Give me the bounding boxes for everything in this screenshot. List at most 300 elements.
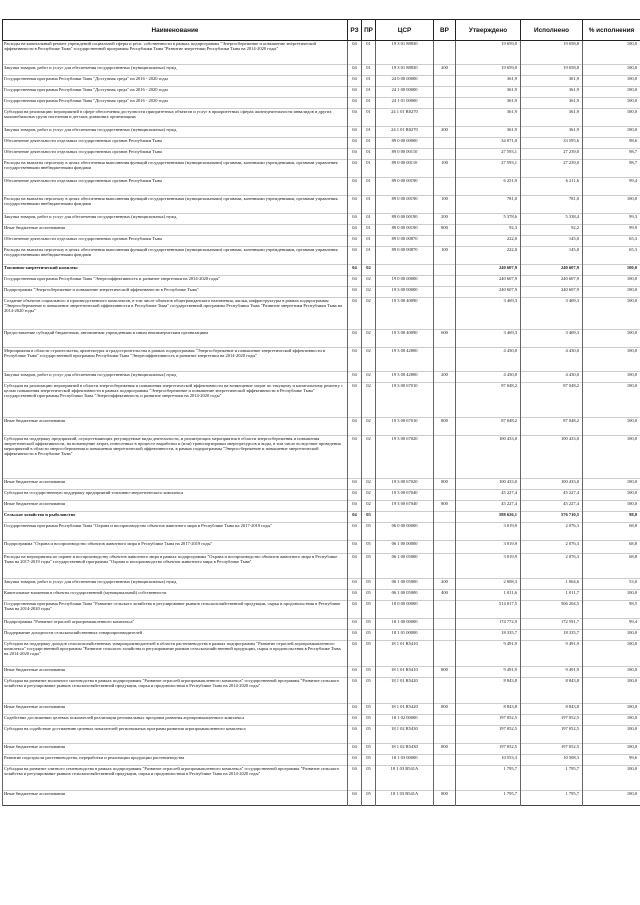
row-name-cell: Подпрограмма "Развитие отраслей агропромышленного комплекса" — [3, 619, 348, 630]
row-pr-cell: 01 — [362, 138, 376, 149]
table-row — [3, 744, 640, 755]
row-done-cell: 5 338,4 — [521, 214, 583, 225]
row-name-cell: Субсидии на поддержку предприятий, осуществляющих регулируемые виды деятельности, и реализующих мероприятия в области энергосбережения и повышения энергетической эффективности, на возмещение затрат, понесенных в процессе выработки и (или) транспортировки энергоресурсов и воды, в том числе вследствие проведения мероприятий в области энергосбережения и повышения энергетической эффективности, в рамках подпрограммы "Энергосбережение и повышение энергетической эффективности в Республике Тыва" — [3, 436, 348, 479]
row-done-cell: 172 591,7 — [521, 619, 583, 630]
row-vr-cell: 200 — [434, 65, 456, 76]
row-done-cell: 8 843,8 — [521, 704, 583, 715]
table-row — [3, 541, 640, 554]
row-pct-cell: 100,0 — [583, 590, 640, 601]
row-vr-cell — [434, 436, 456, 479]
row-pct-cell: 100,0 — [583, 265, 640, 276]
row-done-cell: 197 052,5 — [521, 726, 583, 744]
row-name-cell: Субсидии на поддержку доходов сельскохозяйственных товаропроизводителей в области растениеводства в рамках подпрограммы "Развитие отраслей агропромышленного комплекса" государственной программы "Развитие сельского хозяйства и регулирование рынков сельскохозяйственной продукции, сырья и продовольствия в Республике Тыва на 2014-2020 годы" — [3, 641, 348, 667]
row-pct-cell: 65,3 — [583, 247, 640, 265]
row-rz-cell: 04 — [348, 744, 362, 755]
table-header — [3, 20, 640, 41]
row-done-cell: 361,9 — [521, 127, 583, 138]
row-done-cell: 8 843,8 — [521, 678, 583, 704]
row-vr-cell: 800 — [434, 744, 456, 755]
row-plan-cell: 1 795,7 — [456, 791, 521, 806]
row-done-cell: 361,9 — [521, 98, 583, 109]
row-done-cell: 781,0 — [521, 196, 583, 214]
row-plan-cell: 6 251,9 — [456, 178, 521, 196]
row-rz-cell: 04 — [348, 372, 362, 383]
row-csr-cell: 06 0 00 00000 — [376, 523, 434, 541]
row-rz-cell: 04 — [348, 298, 362, 330]
row-pr-cell: 05 — [362, 541, 376, 554]
row-vr-cell — [434, 490, 456, 501]
row-pr-cell: 01 — [362, 76, 376, 87]
table-body — [3, 41, 640, 806]
row-name-cell: Субсидии на содействие достижению целевых показателей региональных программ развития агропромышленного комплекса — [3, 726, 348, 744]
row-csr-cell: 19 3 00 40090 — [376, 330, 434, 348]
row-vr-cell — [434, 523, 456, 541]
row-csr-cell: 06 1 00 05000 — [376, 590, 434, 601]
row-done-cell: 92,2 — [521, 225, 583, 236]
row-csr-cell: 19 3 00 67010 — [376, 383, 434, 418]
budget-table — [2, 19, 640, 806]
row-rz-cell: 04 — [348, 265, 362, 276]
row-pct-cell: 100,0 — [583, 501, 640, 512]
row-pct-cell: 68,8 — [583, 523, 640, 541]
row-name-cell: Субсидии на реализацию мероприятий в сфере обеспечения доступности приоритетных объектов и услуг в приоритетных сферах жизнедеятельности инвалидов и других маломобильных групп населения и детских домашних организациях — [3, 109, 348, 127]
row-vr-cell: 800 — [434, 704, 456, 715]
row-name-cell: Иные бюджетные ассигнования — [3, 704, 348, 715]
row-vr-cell: 400 — [434, 590, 456, 601]
row-csr-cell: 19 3 00 67020 — [376, 479, 434, 490]
row-rz-cell: 04 — [348, 276, 362, 287]
row-csr-cell: 18 1 02 R5430 — [376, 744, 434, 755]
table-row — [3, 76, 640, 87]
row-rz-cell: 04 — [348, 178, 362, 196]
row-pr-cell: 02 — [362, 276, 376, 287]
row-done-cell: 240 607,9 — [521, 287, 583, 298]
table-row — [3, 87, 640, 98]
row-vr-cell — [434, 715, 456, 726]
row-done-cell: 9 491,9 — [521, 641, 583, 667]
row-pct-cell: 100,0 — [583, 41, 640, 65]
row-rz-cell: 04 — [348, 726, 362, 744]
table-row — [3, 383, 640, 418]
table-row — [3, 479, 640, 490]
row-plan-cell: 588 626,1 — [456, 512, 521, 523]
row-name-cell: Поддержание доходности сельскохозяйственных товаропроизводителей — [3, 630, 348, 641]
row-csr-cell: 18 1 02 00000 — [376, 715, 434, 726]
row-pct-cell: 98,7 — [583, 149, 640, 160]
row-pct-cell: 100,0 — [583, 98, 640, 109]
row-vr-cell — [434, 619, 456, 630]
row-rz-cell: 04 — [348, 109, 362, 127]
row-vr-cell — [434, 641, 456, 667]
table-row — [3, 523, 640, 541]
row-done-cell: 506 204,5 — [521, 601, 583, 619]
row-csr-cell: 18 1 01 R5410 — [376, 641, 434, 667]
row-name-cell: Топливно-энергетический комплекс — [3, 265, 348, 276]
row-plan-cell: 361,9 — [456, 98, 521, 109]
row-vr-cell — [434, 678, 456, 704]
table-row — [3, 755, 640, 766]
row-csr-cell: 24 1 01 R0270 — [376, 127, 434, 138]
row-vr-cell: 800 — [434, 418, 456, 436]
row-done-cell: 361,9 — [521, 109, 583, 127]
row-name-cell: Обеспечение деятельности отдельных государственных органов Республики Тыва — [3, 178, 348, 196]
row-done-cell: 197 052,5 — [521, 715, 583, 726]
row-rz-cell: 04 — [348, 630, 362, 641]
col-pct-header: % исполнения — [583, 20, 640, 41]
row-name-cell: Закупка товаров, работ и услуг для обеспечения государственных (муниципальных) нужд — [3, 214, 348, 225]
row-pct-cell: 100,0 — [583, 348, 640, 372]
row-name-cell: Иные бюджетные ассигнования — [3, 479, 348, 490]
row-done-cell: 4 430,0 — [521, 372, 583, 383]
row-rz-cell: 04 — [348, 41, 362, 65]
table-row — [3, 127, 640, 138]
row-vr-cell: 800 — [434, 667, 456, 678]
row-pr-cell: 05 — [362, 678, 376, 704]
row-vr-cell — [434, 512, 456, 523]
row-done-cell: 2 076,3 — [521, 523, 583, 541]
row-vr-cell — [434, 287, 456, 298]
row-done-cell: 3 469,3 — [521, 330, 583, 348]
row-rz-cell: 04 — [348, 678, 362, 704]
row-vr-cell — [434, 178, 456, 196]
table-row — [3, 619, 640, 630]
table-row — [3, 715, 640, 726]
row-plan-cell: 2 008,3 — [456, 579, 521, 590]
row-vr-cell — [434, 87, 456, 98]
row-csr-cell: 89 0 00 00110 — [376, 149, 434, 160]
row-plan-cell: 197 052,5 — [456, 744, 521, 755]
col-name-header: Наименование — [3, 20, 348, 41]
row-vr-cell — [434, 726, 456, 744]
row-pct-cell: 100,0 — [583, 383, 640, 418]
row-vr-cell — [434, 766, 456, 791]
table-row — [3, 265, 640, 276]
row-vr-cell — [434, 149, 456, 160]
row-done-cell: 1 011,7 — [521, 590, 583, 601]
row-plan-cell: 197 052,5 — [456, 726, 521, 744]
row-done-cell: 6 211,6 — [521, 178, 583, 196]
table-row — [3, 330, 640, 348]
row-pct-cell: 100,0 — [583, 418, 640, 436]
row-name-cell: Закупка товаров, работ и услуг для обеспечения государственных (муниципальных) нужд — [3, 372, 348, 383]
row-pr-cell: 05 — [362, 766, 376, 791]
row-vr-cell: 800 — [434, 479, 456, 490]
row-csr-cell — [376, 265, 434, 276]
row-csr-cell — [376, 512, 434, 523]
row-vr-cell: 100 — [434, 247, 456, 265]
row-done-cell: 18 335,7 — [521, 630, 583, 641]
row-pct-cell: 65,3 — [583, 236, 640, 247]
row-pr-cell: 05 — [362, 630, 376, 641]
row-done-cell: 361,9 — [521, 76, 583, 87]
table-row — [3, 501, 640, 512]
row-csr-cell: 19 0 00 00000 — [376, 276, 434, 287]
row-plan-cell: 8 843,8 — [456, 704, 521, 715]
row-done-cell: 45 227,4 — [521, 490, 583, 501]
table-row — [3, 512, 640, 523]
row-plan-cell: 3 019,9 — [456, 554, 521, 579]
row-pct-cell: 100,0 — [583, 276, 640, 287]
col-csr-header: ЦСР — [376, 20, 434, 41]
row-name-cell: Закупка товаров, работ и услуг для обеспечения государственных (муниципальных) нужд — [3, 65, 348, 76]
row-vr-cell: 800 — [434, 501, 456, 512]
row-pr-cell: 05 — [362, 601, 376, 619]
row-plan-cell: 361,9 — [456, 127, 521, 138]
col-vr-header: ВР — [434, 20, 456, 41]
row-pct-cell: 99,6 — [583, 755, 640, 766]
row-rz-cell: 04 — [348, 76, 362, 87]
row-vr-cell — [434, 755, 456, 766]
table-row — [3, 630, 640, 641]
row-name-cell: Закупка товаров, работ и услуг для обеспечения государственных (муниципальных) нужд — [3, 127, 348, 138]
row-vr-cell — [434, 541, 456, 554]
row-pr-cell: 05 — [362, 704, 376, 715]
row-vr-cell: 200 — [434, 127, 456, 138]
row-rz-cell: 04 — [348, 98, 362, 109]
row-csr-cell: 19 3 00 42800 — [376, 348, 434, 372]
row-rz-cell: 04 — [348, 541, 362, 554]
table-row — [3, 196, 640, 214]
row-rz-cell: 04 — [348, 287, 362, 298]
row-pct-cell: 100,0 — [583, 726, 640, 744]
row-rz-cell: 04 — [348, 479, 362, 490]
row-rz-cell: 04 — [348, 579, 362, 590]
row-csr-cell: 89 0 00 00110 — [376, 160, 434, 178]
row-csr-cell: 89 0 00 00190 — [376, 178, 434, 196]
row-done-cell: 2 076,3 — [521, 541, 583, 554]
row-name-cell: Иные бюджетные ассигнования — [3, 744, 348, 755]
row-pct-cell: 100,0 — [583, 65, 640, 76]
row-done-cell: 4 430,0 — [521, 348, 583, 372]
row-plan-cell: 514 017,5 — [456, 601, 521, 619]
row-done-cell: 1 795,7 — [521, 766, 583, 791]
row-rz-cell: 04 — [348, 214, 362, 225]
row-csr-cell: 89 0 00 00870 — [376, 247, 434, 265]
row-plan-cell: 222,0 — [456, 247, 521, 265]
row-pr-cell: 01 — [362, 196, 376, 214]
table-row — [3, 298, 640, 330]
row-csr-cell: 89 0 00 00190 — [376, 214, 434, 225]
row-vr-cell: 200 — [434, 372, 456, 383]
row-pr-cell: 05 — [362, 579, 376, 590]
row-name-cell: Обеспечение деятельности отдельных государственных органов Республики Тыва — [3, 236, 348, 247]
row-rz-cell: 04 — [348, 330, 362, 348]
row-csr-cell: 89 0 00 00190 — [376, 225, 434, 236]
row-vr-cell — [434, 298, 456, 330]
row-csr-cell: 24 1 00 00000 — [376, 87, 434, 98]
table-row — [3, 554, 640, 579]
row-done-cell: 27 239,0 — [521, 160, 583, 178]
row-csr-cell: 18 0 00 00000 — [376, 601, 434, 619]
row-pr-cell: 05 — [362, 523, 376, 541]
row-pct-cell: 99,4 — [583, 178, 640, 196]
row-pr-cell: 01 — [362, 127, 376, 138]
row-pct-cell: 100,0 — [583, 715, 640, 726]
row-plan-cell: 3 469,3 — [456, 298, 521, 330]
row-csr-cell: 19 3 00 00000 — [376, 287, 434, 298]
row-name-cell: Расходы на мероприятия по охране и воспроизводству объектов животного мира в рамках подпрограммы "Охрана и воспроизводство объектов животного мира в Республике Тыва на 2017-2019 годы" государственной программы "Охрана и воспроизводство объектов животного мира в Республике Тыва" — [3, 554, 348, 579]
row-plan-cell: 1 011,6 — [456, 590, 521, 601]
row-pr-cell: 01 — [362, 65, 376, 76]
row-pct-cell: 100,0 — [583, 704, 640, 715]
row-pct-cell: 100,0 — [583, 479, 640, 490]
row-plan-cell: 240 607,9 — [456, 287, 521, 298]
col-done-header: Исполнено — [521, 20, 583, 41]
row-rz-cell: 04 — [348, 383, 362, 418]
row-plan-cell: 9 491,9 — [456, 667, 521, 678]
row-csr-cell: 18 1 01 R5420 — [376, 704, 434, 715]
row-pr-cell: 05 — [362, 512, 376, 523]
table-row — [3, 348, 640, 372]
row-plan-cell: 45 227,4 — [456, 490, 521, 501]
row-done-cell: 145,0 — [521, 236, 583, 247]
row-name-cell: Расходы на выплаты персоналу в целях обеспечения выполнения функций государственными (муниципальными) органами, казенными учреждениями, органами управления государственными внебюджетными фондами — [3, 160, 348, 178]
row-pct-cell: 98,7 — [583, 160, 640, 178]
row-plan-cell: 174 772,9 — [456, 619, 521, 630]
row-name-cell: Содействие достижению целевых показателей реализации региональных программ развития агропромышленного комплекса — [3, 715, 348, 726]
table-row — [3, 418, 640, 436]
row-rz-cell: 04 — [348, 755, 362, 766]
row-done-cell: 145,0 — [521, 247, 583, 265]
row-vr-cell — [434, 98, 456, 109]
row-rz-cell: 04 — [348, 667, 362, 678]
row-done-cell: 1 064,6 — [521, 579, 583, 590]
row-pr-cell: 02 — [362, 490, 376, 501]
row-csr-cell: 06 1 00 00000 — [376, 541, 434, 554]
row-rz-cell: 04 — [348, 236, 362, 247]
row-done-cell: 100 433,0 — [521, 479, 583, 490]
row-plan-cell: 781,0 — [456, 196, 521, 214]
table-row — [3, 225, 640, 236]
row-name-cell: Мероприятия в области строительства, архитектуры и градостроительства в рамках подпрограммы "Энергосбережение и повышение энергетической эффективности в Республике Тыва" государственной программы Республики Тыва "Энергоэффективность и развитие энергетики на 2014-2020 годы" — [3, 348, 348, 372]
table-row — [3, 160, 640, 178]
row-rz-cell: 04 — [348, 65, 362, 76]
row-rz-cell: 04 — [348, 512, 362, 523]
row-pr-cell: 01 — [362, 98, 376, 109]
row-name-cell: Государственная программа Республики Тыва "Доступная среда" на 2016 - 2020 годы — [3, 76, 348, 87]
row-name-cell: Обеспечение деятельности отдельных государственных органов Республики Тыва — [3, 149, 348, 160]
row-pr-cell: 02 — [362, 383, 376, 418]
row-vr-cell: 200 — [434, 214, 456, 225]
row-rz-cell: 04 — [348, 766, 362, 791]
row-vr-cell — [434, 554, 456, 579]
row-vr-cell — [434, 41, 456, 65]
row-pr-cell: 02 — [362, 330, 376, 348]
col-plan-header: Утверждено — [456, 20, 521, 41]
row-plan-cell: 5 378,6 — [456, 214, 521, 225]
row-name-cell: Субсидии на развитие элитного семеноводства в рамках подпрограммы "Развитие отраслей агропромышленного комплекса" государственной программы "Развитие сельского хозяйства и регулирование рынков сельскохозяйственной продукции, сырья и продовольствия в Республике Тыва на 2014-2020 годы" — [3, 766, 348, 791]
row-name-cell: Государственная программа Республики Тыва "Доступная среда" на 2016 - 2020 годы — [3, 87, 348, 98]
row-vr-cell — [434, 138, 456, 149]
row-pct-cell: 100,0 — [583, 298, 640, 330]
row-pr-cell: 02 — [362, 436, 376, 479]
row-pr-cell: 01 — [362, 236, 376, 247]
row-done-cell: 19 658,8 — [521, 41, 583, 65]
row-csr-cell: 24 1 01 00000 — [376, 98, 434, 109]
row-done-cell: 1 795,7 — [521, 791, 583, 806]
row-pr-cell: 05 — [362, 715, 376, 726]
row-plan-cell: 27 593,1 — [456, 160, 521, 178]
row-name-cell: Расходы на выплаты персоналу в целях обеспечения выполнения функций государственными (муниципальными) органами, казенными учреждениями, органами управления государственными внебюджетными фондами — [3, 247, 348, 265]
table-row — [3, 287, 640, 298]
row-pr-cell: 02 — [362, 479, 376, 490]
row-vr-cell — [434, 265, 456, 276]
row-pr-cell: 02 — [362, 372, 376, 383]
row-plan-cell: 19 659,0 — [456, 65, 521, 76]
row-pr-cell: 05 — [362, 641, 376, 667]
row-csr-cell: 18 1 02 R5430 — [376, 726, 434, 744]
row-plan-cell: 3 019,9 — [456, 523, 521, 541]
row-rz-cell: 04 — [348, 523, 362, 541]
row-plan-cell: 45 227,4 — [456, 501, 521, 512]
row-vr-cell: 800 — [434, 225, 456, 236]
row-rz-cell: 04 — [348, 501, 362, 512]
row-done-cell: 19 658,8 — [521, 65, 583, 76]
row-rz-cell: 04 — [348, 149, 362, 160]
row-pct-cell: 99,9 — [583, 225, 640, 236]
row-vr-cell — [434, 630, 456, 641]
row-name-cell: Развитие подотрасли растениеводства, переработки и реализации продукции растениеводства — [3, 755, 348, 766]
row-rz-cell: 04 — [348, 490, 362, 501]
row-plan-cell: 19 659,0 — [456, 41, 521, 65]
row-vr-cell — [434, 109, 456, 127]
row-name-cell: Подпрограмма "Охрана и воспроизводство объектов животного мира в Республике Тыва на 2017-2019 годы" — [3, 541, 348, 554]
row-pr-cell: 01 — [362, 178, 376, 196]
row-rz-cell: 04 — [348, 791, 362, 806]
row-plan-cell: 3 469,3 — [456, 330, 521, 348]
row-csr-cell: 19 3 00 67010 — [376, 418, 434, 436]
row-csr-cell: 89 0 00 00000 — [376, 138, 434, 149]
row-rz-cell: 04 — [348, 127, 362, 138]
row-done-cell: 361,9 — [521, 87, 583, 98]
table-row — [3, 276, 640, 287]
row-csr-cell: 18 1 00 00000 — [376, 619, 434, 630]
row-done-cell: 87 048,2 — [521, 383, 583, 418]
row-plan-cell: 3 019,9 — [456, 541, 521, 554]
row-csr-cell: 19 3 00 42800 — [376, 372, 434, 383]
row-name-cell: Расходы на выплаты персоналу в целях обеспечения выполнения функций государственными (муниципальными) органами, казенными учреждениями, органами управления государственными внебюджетными фондами — [3, 196, 348, 214]
row-csr-cell: 19 3 00 67020 — [376, 436, 434, 479]
row-pct-cell: 100,0 — [583, 372, 640, 383]
row-name-cell: Иные бюджетные ассигнования — [3, 791, 348, 806]
row-plan-cell: 34 071,0 — [456, 138, 521, 149]
row-plan-cell: 87 048,2 — [456, 418, 521, 436]
row-done-cell: 240 607,9 — [521, 265, 583, 276]
row-pr-cell: 01 — [362, 214, 376, 225]
row-name-cell: Иные бюджетные ассигнования — [3, 501, 348, 512]
row-pct-cell: 100,0 — [583, 667, 640, 678]
table-row — [3, 214, 640, 225]
row-done-cell: 27 239,0 — [521, 149, 583, 160]
row-csr-cell: 06 1 00 05000 — [376, 554, 434, 579]
table-row — [3, 109, 640, 127]
row-name-cell: Обеспечение деятельности отдельных государственных органов Республики Тыва — [3, 138, 348, 149]
table-row — [3, 791, 640, 806]
row-name-cell: Государственная программа Республики Тыва "Охрана и воспроизводство объектов животного мира в Республике Тыва на 2017-2019 годы" — [3, 523, 348, 541]
row-rz-cell: 04 — [348, 436, 362, 479]
col-pr-header: ПР — [362, 20, 376, 41]
row-pct-cell: 100,0 — [583, 196, 640, 214]
row-pr-cell: 01 — [362, 109, 376, 127]
row-done-cell: 197 052,5 — [521, 744, 583, 755]
row-plan-cell: 240 607,9 — [456, 265, 521, 276]
row-csr-cell: 19 3 00 67040 — [376, 501, 434, 512]
row-csr-cell: 19 3 00 40090 — [376, 298, 434, 330]
table-row — [3, 579, 640, 590]
table-row — [3, 236, 640, 247]
row-rz-cell: 04 — [348, 225, 362, 236]
table-row — [3, 436, 640, 479]
